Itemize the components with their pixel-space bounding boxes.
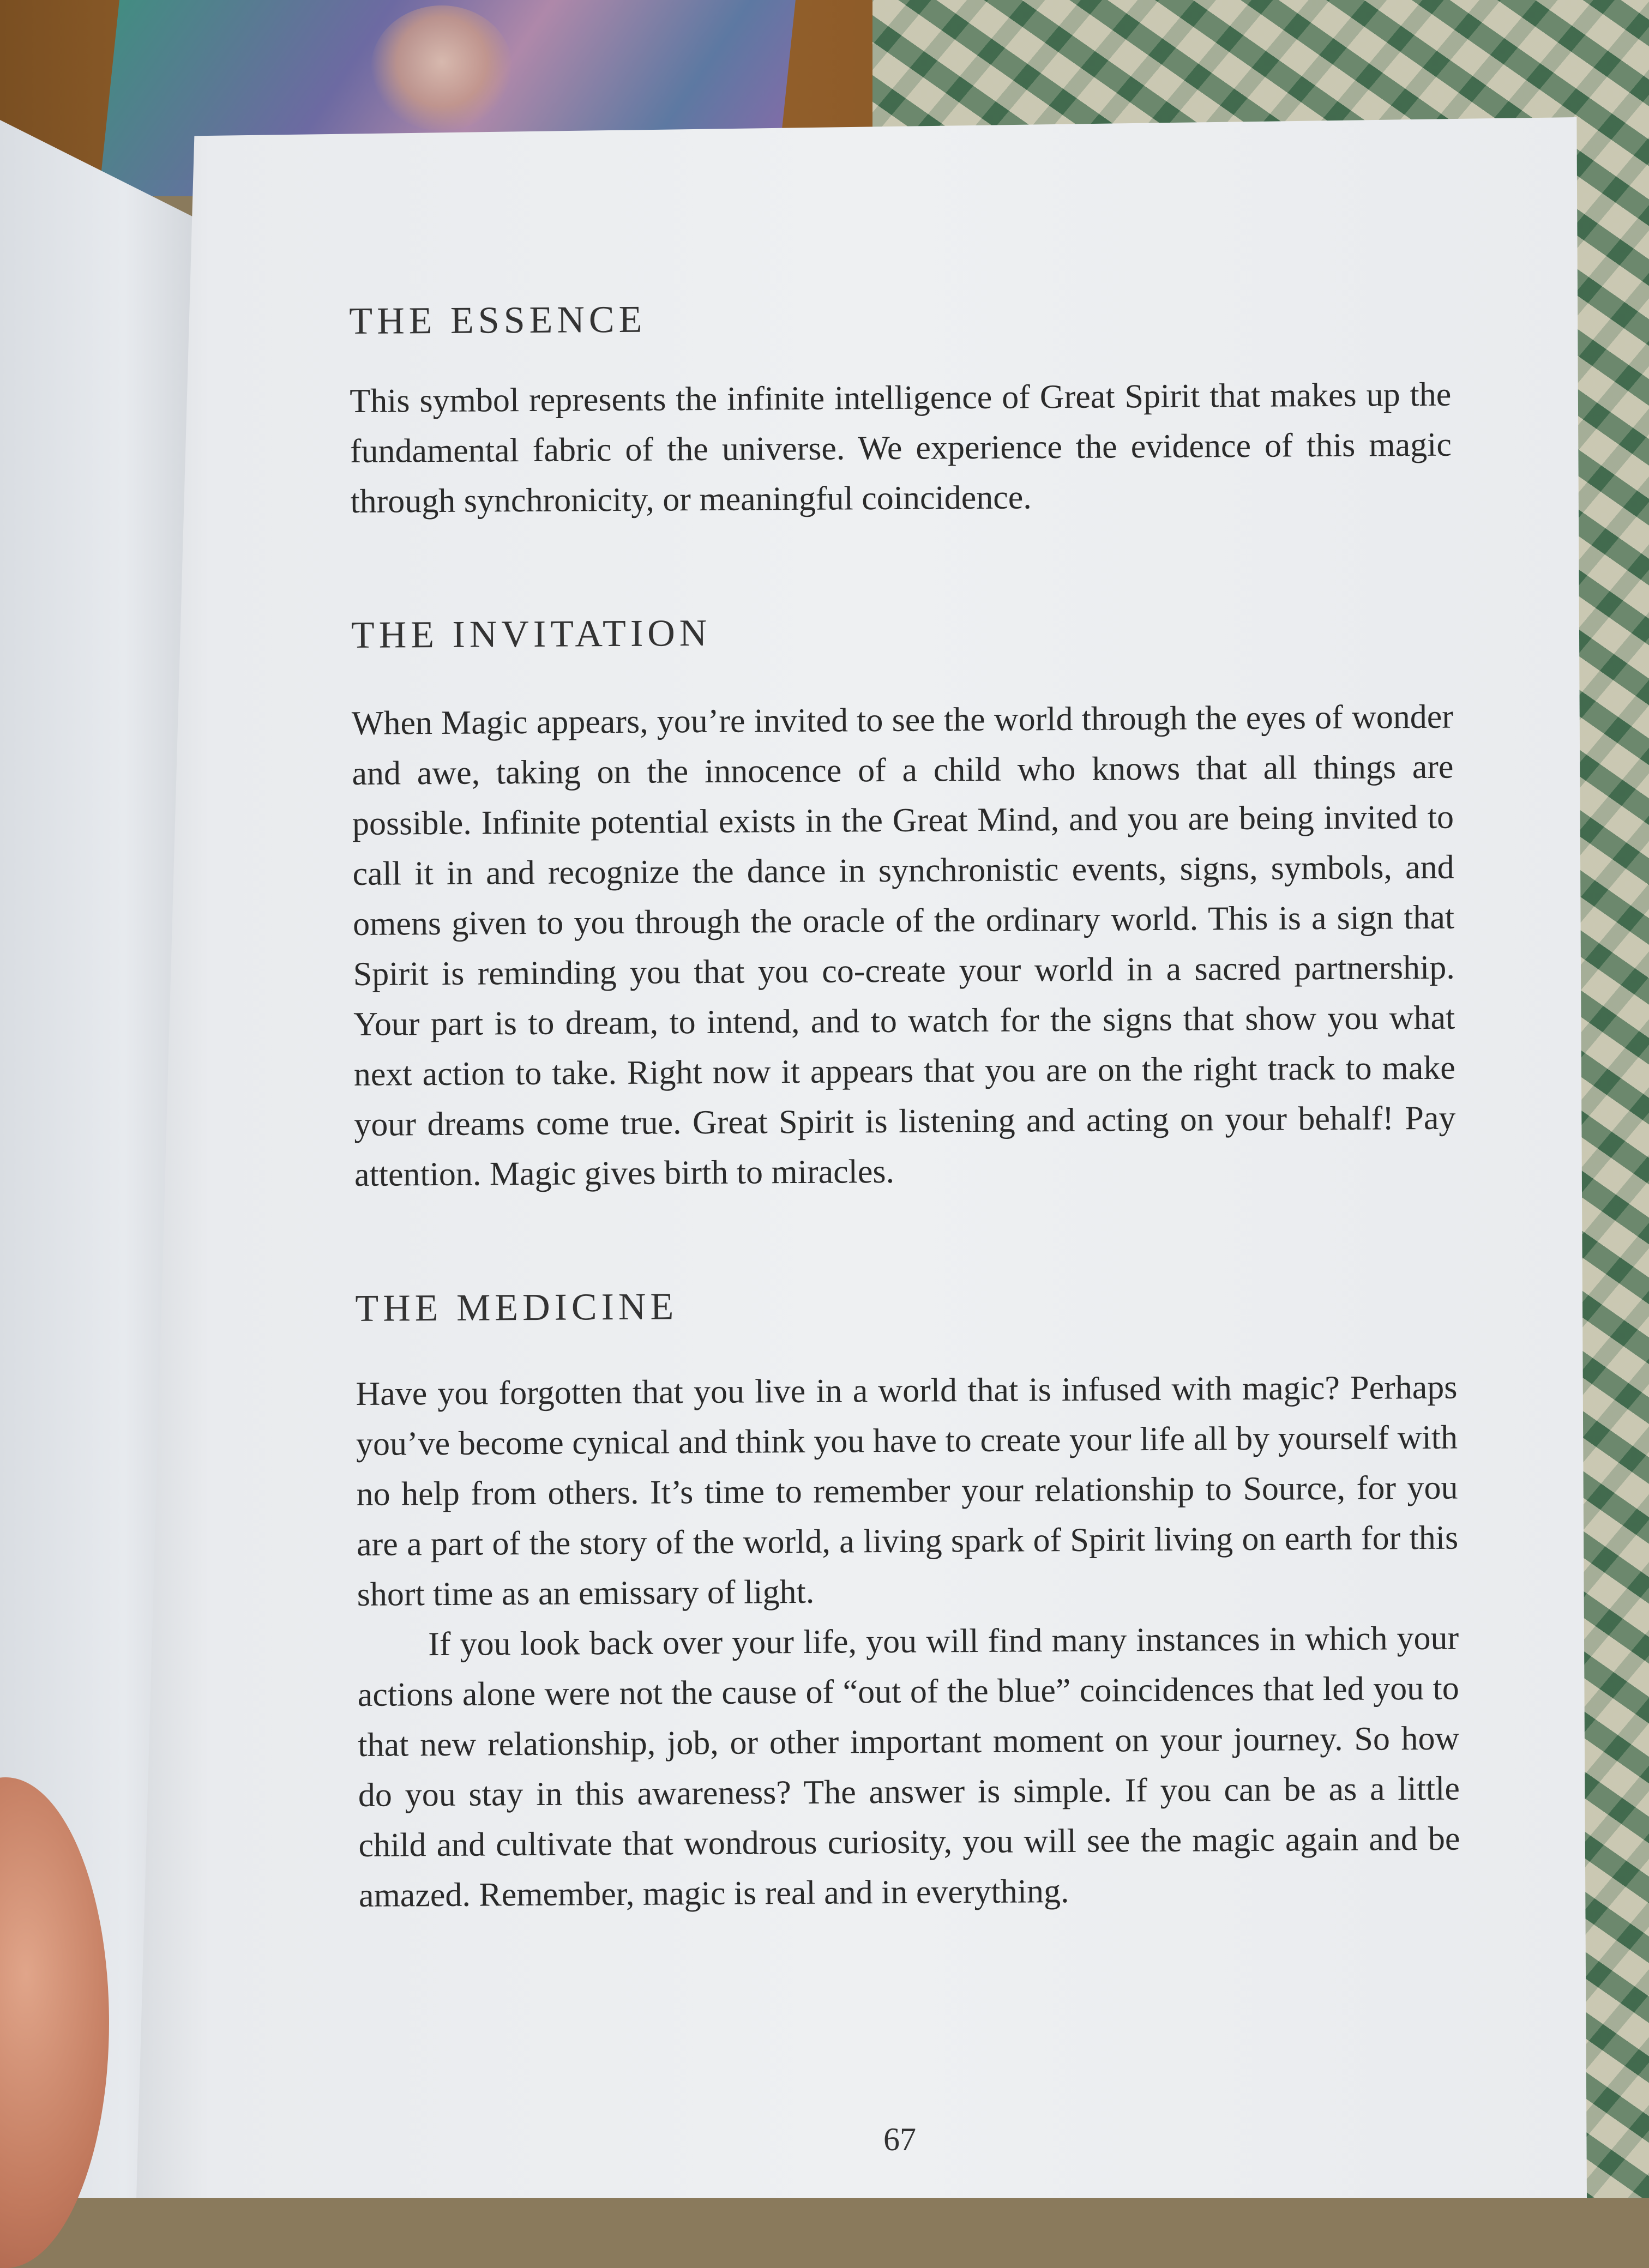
- section-heading-essence: THE ESSENCE: [349, 298, 647, 342]
- section-heading-medicine: THE MEDICINE: [355, 1286, 678, 1330]
- page-number: 67: [883, 2121, 916, 2157]
- essence-paragraph: This symbol represents the infinite intelligence of Great Spirit that makes up the fundamental fabric of the universe. We experience the evidence of this magic through synchronicity, or meaningful coincidence.: [350, 376, 1452, 520]
- medicine-paragraph-1: Have you forgotten that you live in a world that is infused with magic? Perhaps you’ve become cynical and think you have to create your life all by yourself with no help from others. It’s time to remember your relationship to Source, for you are a part of the story of the world, a living spark of Spirit living on earth for this short time as an emissary of light.: [356, 1368, 1459, 1613]
- section-heading-invitation: THE INVITATION: [351, 612, 712, 656]
- invitation-paragraph: When Magic appears, you’re invited to see the world through the eyes of wonder and awe, taking on the innocence of a child who knows that all things are possible. Infinite potential exists in the Great Mind, and you are being invited to call it in and recognize the dance in synchronistic events, signs, symbols, and omens given to you through the oracle of the ordinary world. This is a sign that Spirit is reminding you that you co-create your world in a sacred partnership. Your part is to dream, to intend, and to watch for the signs that show you what next action to take. Right now it appears that you are on the right track to make your dreams come true. Great Spirit is listening and acting on your behalf! Pay attention. Magic gives birth to miracles.: [351, 698, 1456, 1193]
- oracle-card-figure: [371, 5, 513, 131]
- medicine-paragraph-2: If you look back over your life, you will find many instances in which your actions alone were not the cause of “out of the blue” coincidences that led you to that new relationship, job, or other important moment on your journey. So how do you stay in this awareness? The answer is simple. If you can be as a little child and cultivate that wondrous curiosity, you will see the magic again and be amazed. Remember, magic is real and in everything.: [357, 1619, 1460, 1914]
- page-text-block: [349, 277, 1460, 1921]
